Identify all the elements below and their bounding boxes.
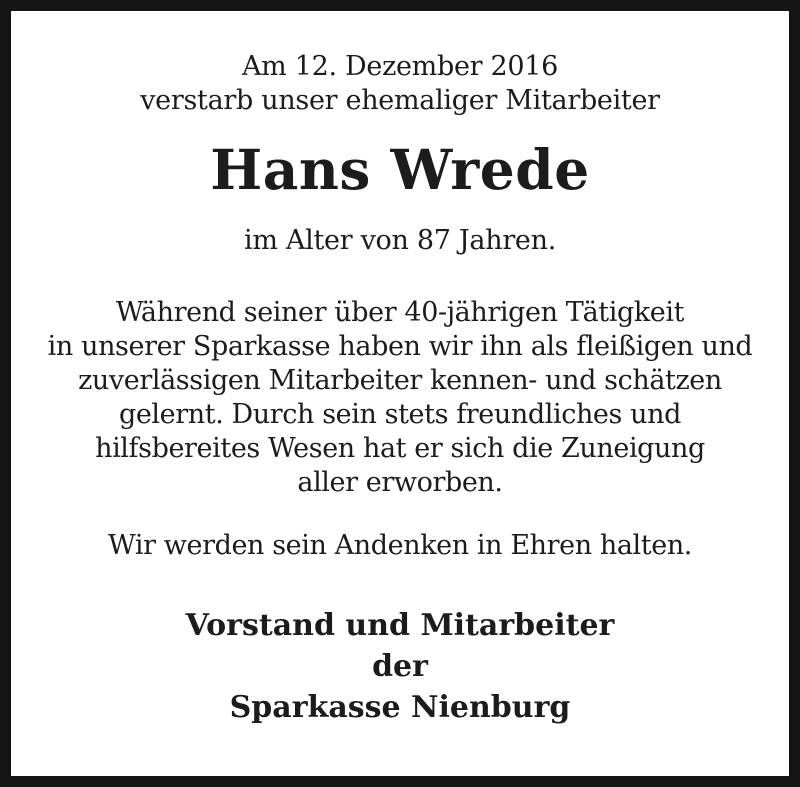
deceased-name: Hans Wrede: [210, 137, 590, 202]
tribute-line-6: aller erworben.: [297, 467, 503, 498]
signature-line-2: der: [372, 649, 428, 684]
tribute-line-3: zuverlässigen Mitarbeiter kennen- und schätzen: [78, 365, 722, 396]
age-line: im Alter von 87 Jahren.: [244, 225, 556, 256]
signature-line-1: Vorstand und Mitarbeiter: [185, 608, 615, 643]
intro-context-line: verstarb unser ehemaliger Mitarbeiter: [140, 85, 660, 116]
intro-block: [11, 50, 789, 118]
tribute-line-4: gelernt. Durch sein stets freundliches und: [118, 399, 682, 430]
date-line: Am 12. Dezember 2016: [241, 51, 559, 82]
signature-block: [11, 605, 789, 728]
tribute-paragraph: [11, 296, 789, 500]
tribute-line-5: hilfsbereites Wesen hat er sich die Zuneigung: [95, 433, 705, 464]
signature-line-3: Sparkasse Nienburg: [229, 690, 571, 725]
tribute-line-1: Während seiner über 40-jährigen Tätigkeit: [115, 297, 685, 328]
tribute-line-2: in unserer Sparkasse haben wir ihn als fleißigen und: [47, 331, 753, 362]
remembrance-line: Wir werden sein Andenken in Ehren halten.: [107, 530, 692, 561]
